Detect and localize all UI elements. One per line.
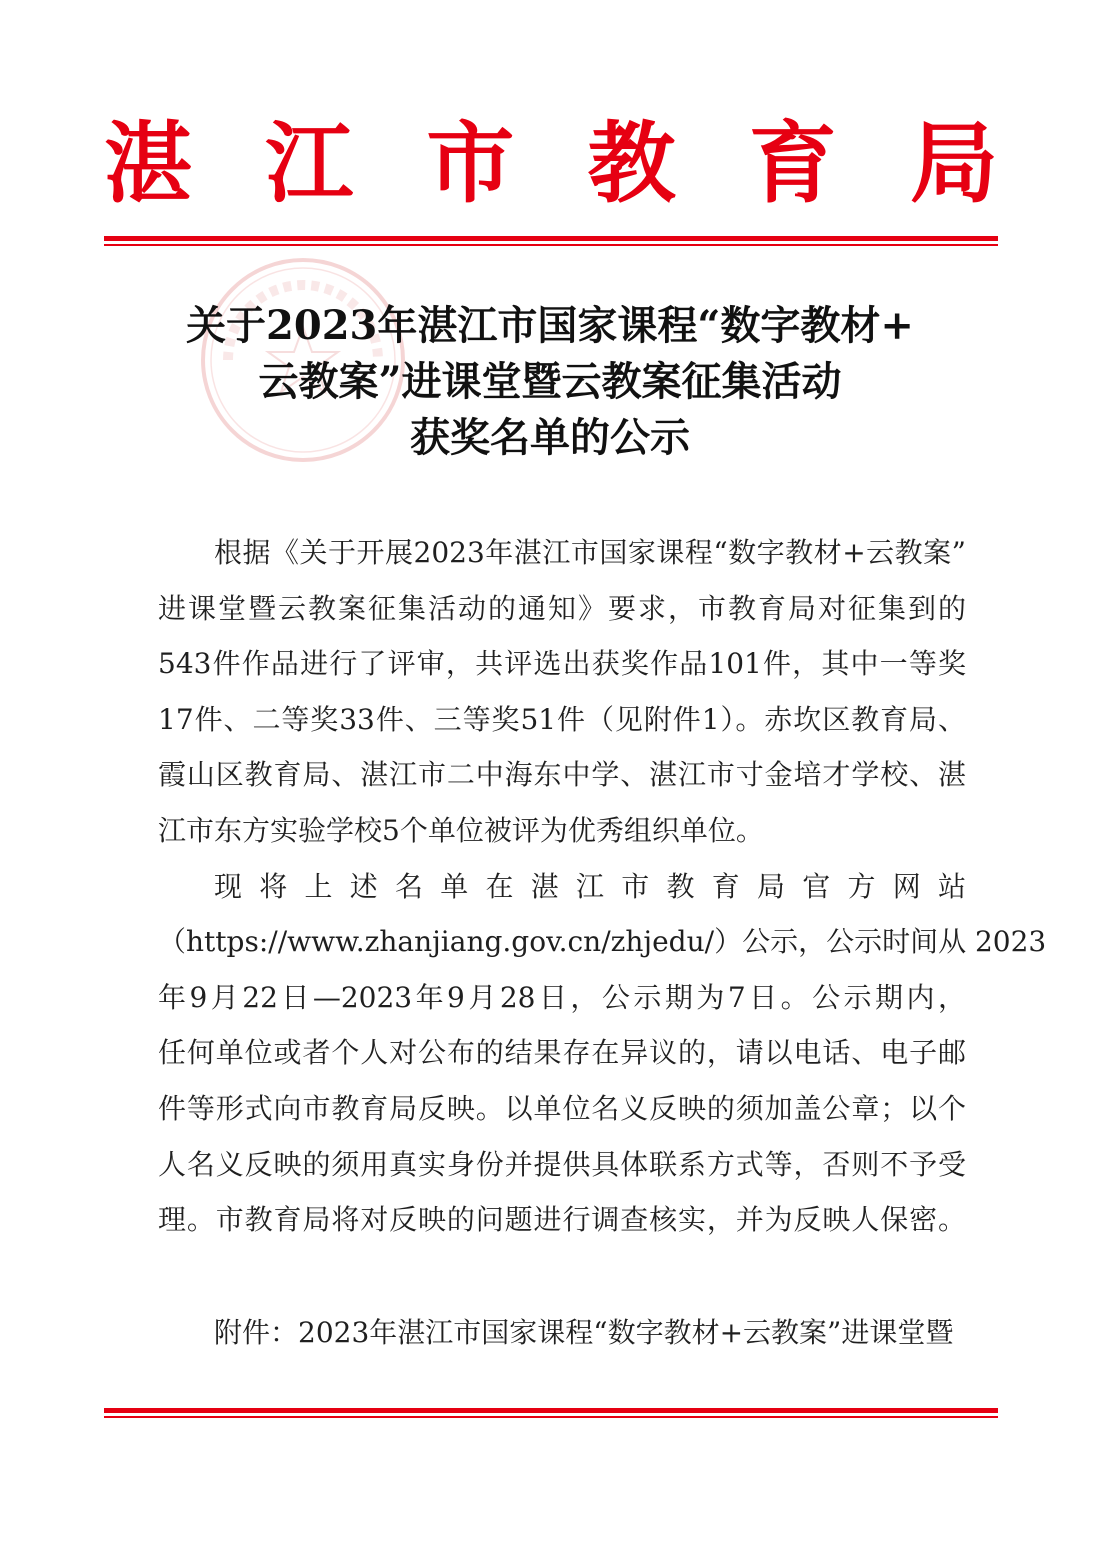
body-line: 现将上述名单在湛江市教育局官方网站 (214, 869, 966, 903)
body-line: 人名义反映的须用真实身份并提供具体联系方式等，否则不予受 (158, 1147, 966, 1181)
body-line: 年9月22日—2023年9月28日，公示期为7日。公示期内， (158, 980, 966, 1014)
body-line: 进课堂暨云教案征集活动的通知》要求，市教育局对征集到的 (158, 591, 966, 625)
title-line: 云教案”进课堂暨云教案征集活动 (258, 358, 842, 405)
title-line: 关于2023年湛江市国家课程“数字教材+ (186, 302, 914, 349)
body-line: （https://www.zhanjiang.gov.cn/zhjedu/）公示，公示时间从 2023 (158, 925, 1047, 959)
body-line: 543件作品进行了评审，共评选出获奖作品101件，其中一等奖 (158, 647, 966, 681)
masthead-char: 江 (265, 111, 354, 215)
masthead-char: 市 (426, 111, 515, 215)
attachment-note: 附件：2023年湛江市国家课程“数字教材+云教案”进课堂暨 (214, 1316, 954, 1349)
body-line: 根据《关于开展2023年湛江市国家课程“数字教材+云教案” (214, 536, 966, 569)
body-line: 17件、二等奖33件、三等奖51件（见附件1）。赤坎区教育局、 (158, 702, 966, 736)
body-line: 霞山区教育局、湛江市二中海东中学、湛江市寸金培才学校、湛 (158, 758, 966, 792)
notice-body (158, 525, 1047, 1248)
header-red-rule (104, 236, 998, 246)
notice-title (150, 298, 950, 466)
footer-red-rule (104, 1408, 998, 1418)
title-line: 获奖名单的公示 (410, 414, 690, 461)
masthead-char: 局 (909, 111, 998, 215)
body-line: 江市东方实验学校5个单位被评为优秀组织单位。 (158, 813, 764, 847)
masthead-title (104, 108, 998, 218)
body-line: 件等形式向市教育局反映。以单位名义反映的须加盖公章；以个 (158, 1091, 966, 1125)
masthead-char: 教 (587, 111, 676, 215)
masthead-char: 湛 (104, 111, 193, 215)
body-line: 任何单位或者个人对公布的结果存在异议的，请以电话、电子邮 (158, 1036, 966, 1070)
body-line: 理。市教育局将对反映的问题进行调查核实，并为反映人保密。 (158, 1203, 966, 1237)
masthead-char: 育 (748, 111, 837, 215)
